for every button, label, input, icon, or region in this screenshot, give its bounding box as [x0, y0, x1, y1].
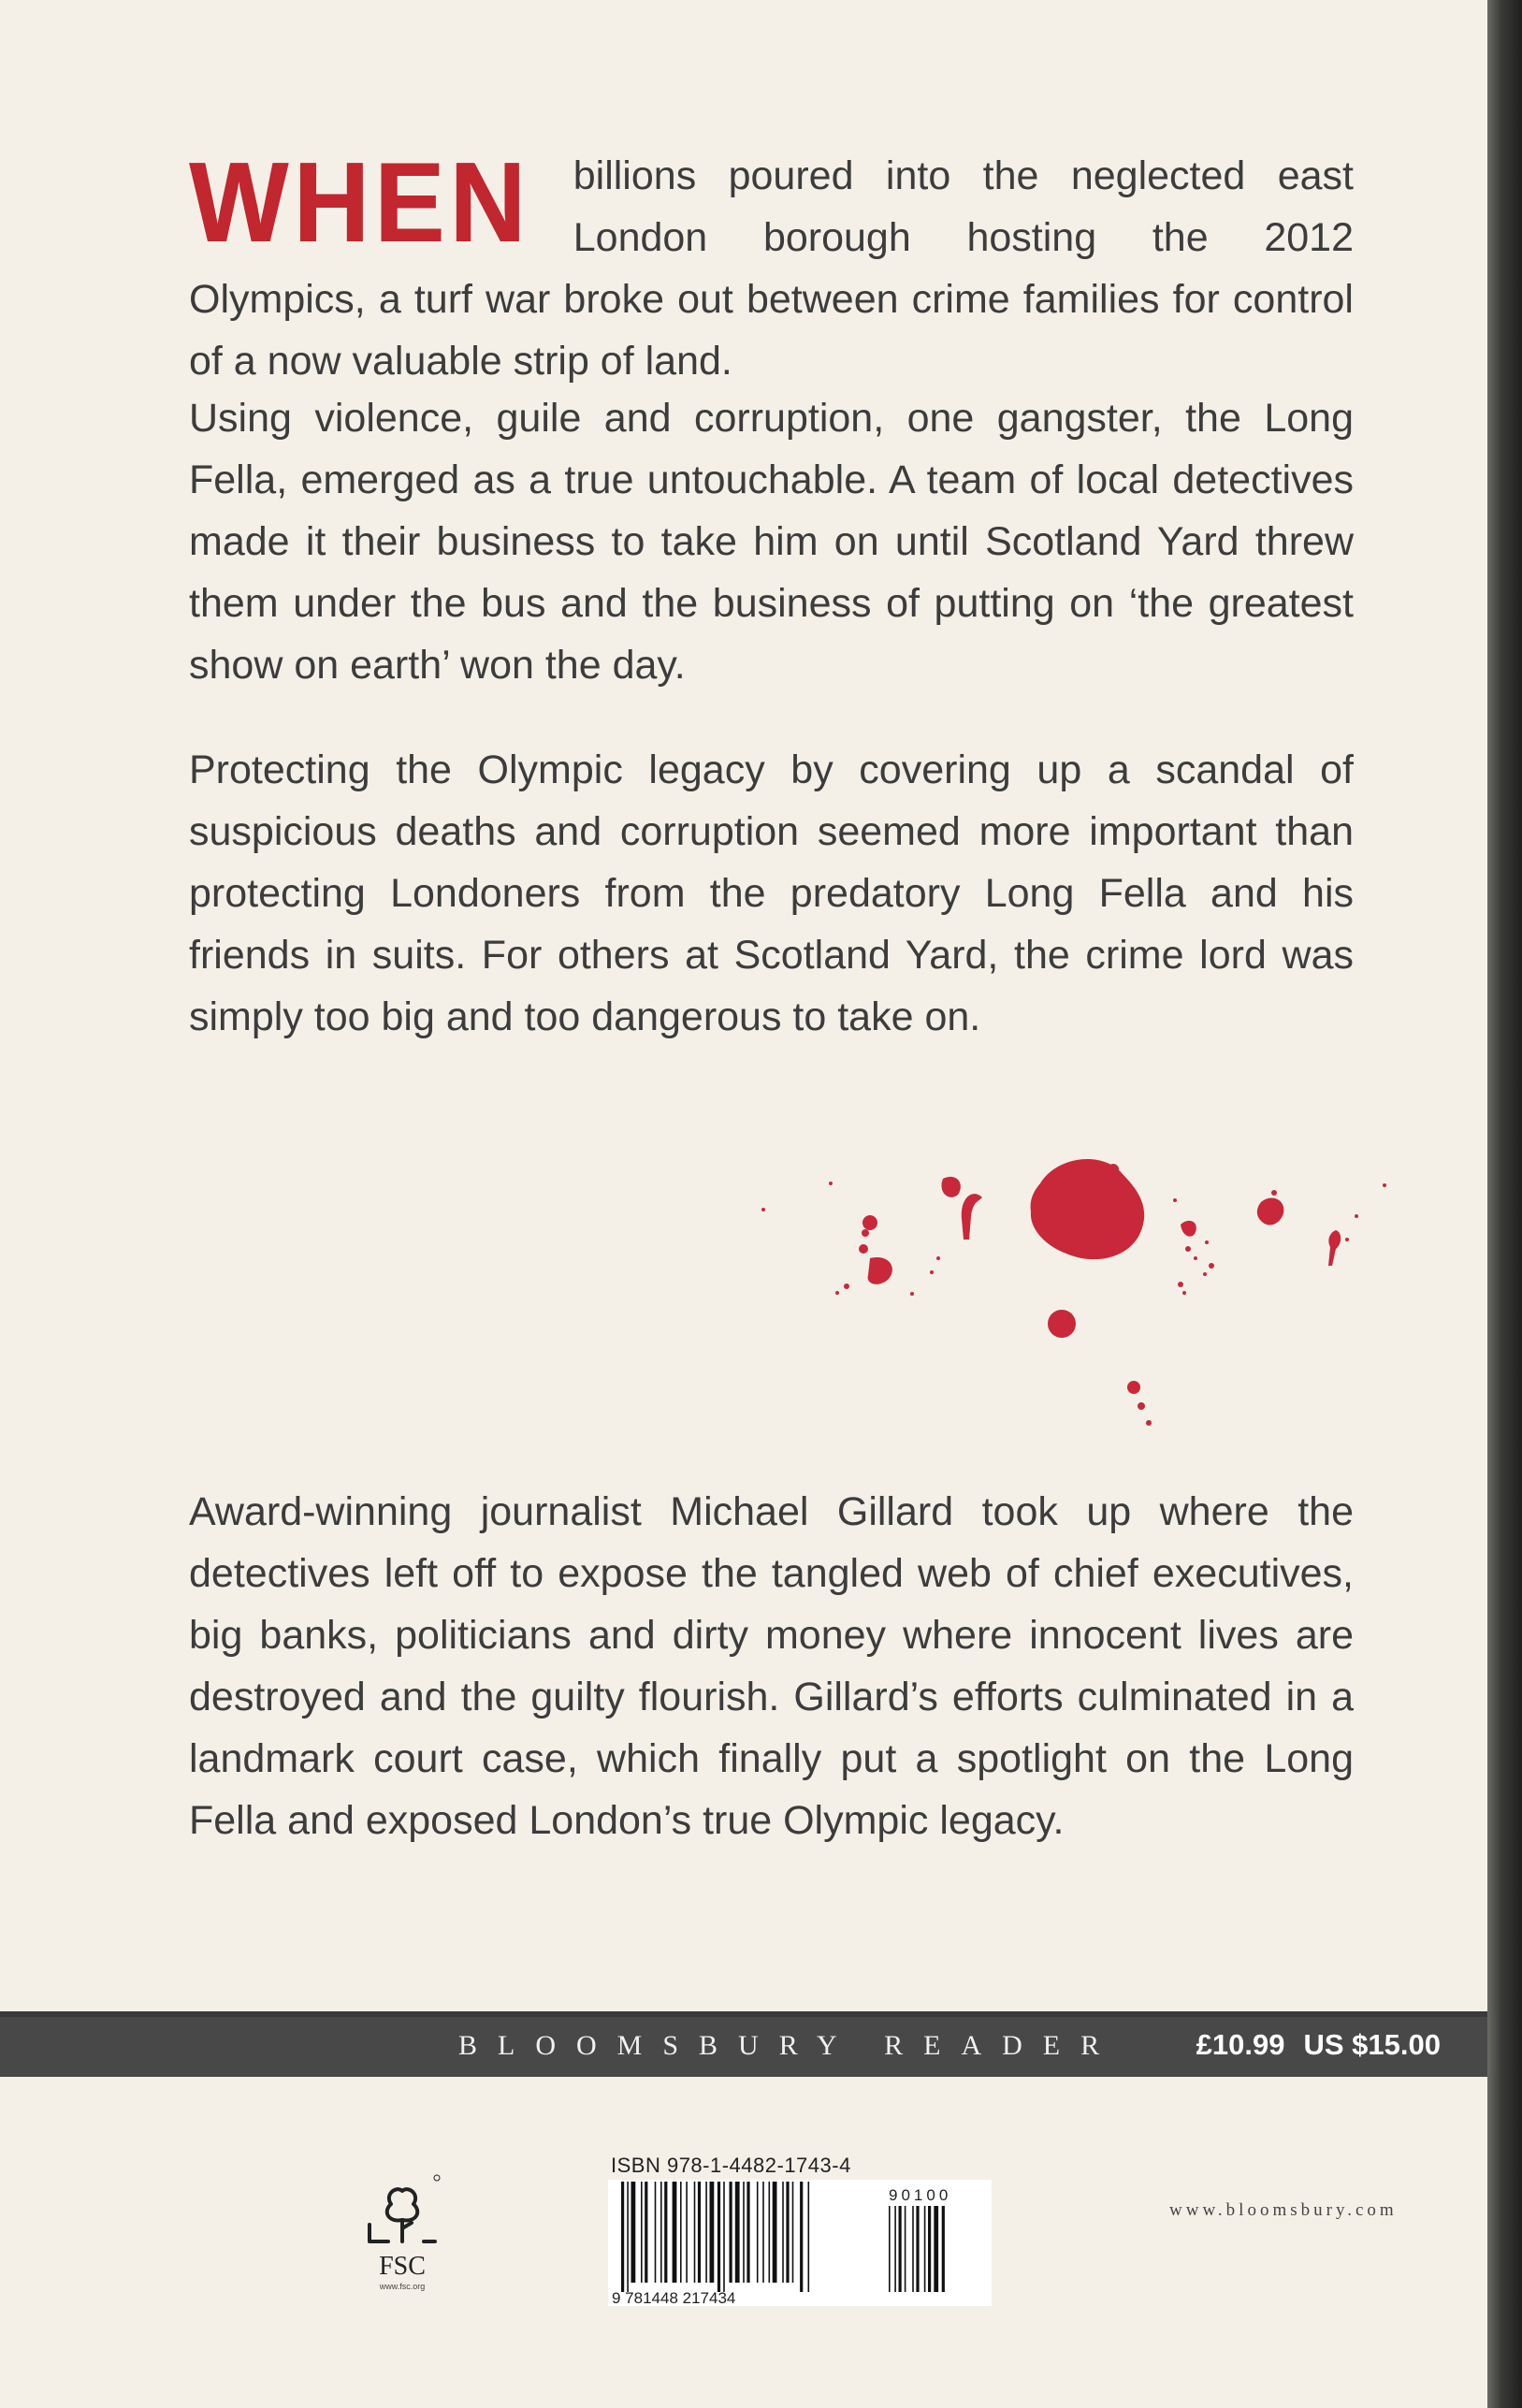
barcode-addon-digits: 90100: [889, 2186, 952, 2204]
price-label: [1196, 2028, 1441, 2062]
barcode-digits: 9 781448 217434: [612, 2289, 736, 2306]
isbn-barcode: [608, 2180, 992, 2306]
fsc-tree-icon: [360, 2169, 444, 2253]
blood-splatter-graphic: [748, 1146, 1403, 1455]
book-spine-edge: [1487, 0, 1522, 2408]
fsc-label: FSC: [379, 2252, 426, 2281]
price-us: US $15.00: [1303, 2028, 1441, 2061]
price-uk: £10.99: [1196, 2028, 1285, 2061]
publisher-website: www.bloomsbury.com: [1169, 2200, 1398, 2220]
blurb-paragraph-1: [189, 138, 1354, 392]
fsc-logo: [351, 2169, 454, 2309]
blurb-paragraph-4: Award-winning journalist Michael Gillard took up where the detectives left off to expose the tangled web of chief executives, big banks, politicians and dirty money where innocent lives are destroyed and the guilty flourish. Gillard’s efforts culminated in a landmark court case, which finally put a spotlight on the Long Fella and exposed London’s true Olympic legacy.: [189, 1489, 1354, 1843]
fsc-url: www.fsc.org: [379, 2282, 426, 2291]
isbn-number: ISBN 978-1-4482-1743-4: [611, 2154, 851, 2177]
imprint-bar: [0, 2011, 1487, 2077]
blurb-paragraph-1-text: billions poured into the neglected east London borough hosting the 2012 Olympics, a turf war broke out between crime families for control of a now valuable strip of land.: [189, 153, 1354, 384]
drop-cap-when: WHEN: [189, 138, 530, 266]
blurb-paragraph-2: Using violence, guile and corruption, one gangster, the Long Fella, emerged as a true untouchable. A team of local detectives made it their business to take him on until Scotland Yard threw them under the bus and the business of putting on ‘the greatest show on earth’ won the day.: [189, 396, 1354, 688]
blurb-paragraph-3: Protecting the Olympic legacy by covering up a scandal of suspicious deaths and corruption seemed more important than protecting Londoners from the predatory Long Fella and his friends in suits. For others at Scotland Yard, the crime lord was simply too big and too dangerous to take on.: [189, 747, 1354, 1039]
publisher-imprint: BLOOMSBURY READER: [458, 2030, 1121, 2061]
